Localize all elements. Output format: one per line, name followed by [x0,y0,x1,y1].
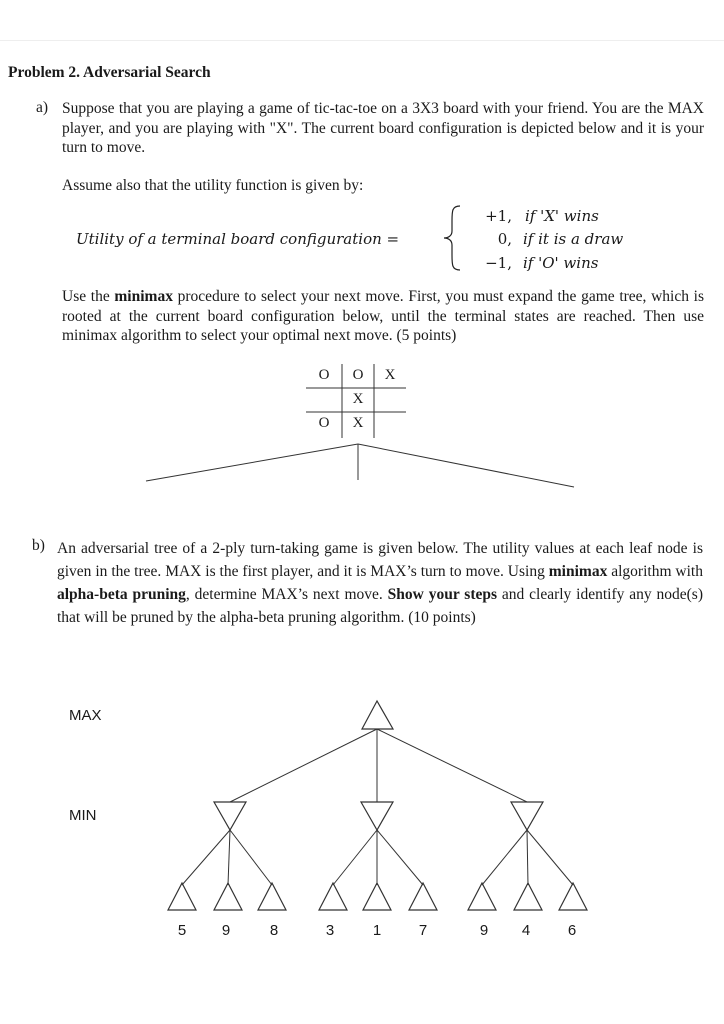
part-b-text [57,537,703,629]
leaf-value-2: 9 [221,922,231,939]
cell-0-1: O [352,367,364,383]
part-b-text-3: , determine MAX’s next move. [185,586,388,603]
part-a-instructions [62,287,704,346]
leaf-value-7: 9 [479,922,489,939]
part-a-label: a) [36,99,49,116]
case-value-3: −1, [485,254,512,272]
leaf-node-8 [514,883,542,910]
case-value-1: +1, [485,207,512,225]
leaf-node-7 [468,883,496,910]
instr-bold-minimax: minimax [114,288,173,305]
part-b-bold-minimax: minimax [548,563,608,580]
max-level-label: MAX [69,707,102,724]
leaf-node-9 [559,883,587,910]
leaf-node-5 [363,883,391,910]
leaf-value-9: 6 [567,922,577,939]
leaf-value-6: 7 [418,922,428,939]
left-brace [440,203,464,273]
problem-title: Problem 2. Adversarial Search [8,64,211,81]
alpha-beta-tree [0,690,724,920]
cell-2-0: O [318,415,330,431]
case-cond-1: if 'X' wins [525,207,599,225]
game-tree-branches [0,440,724,490]
part-b-bold-show-steps: Show your steps [387,586,498,603]
part-a-assume: Assume also that the utility function is given by: [62,177,364,194]
part-b-label: b) [32,537,45,554]
leaf-value-3: 8 [269,922,279,939]
instr-text-2: procedure to select your next move. First, you must expand the game tree, which is rooted at the current board configuration below, until the terminal states are reached. Then use minimax algorithm to select your optimal next move. (5 points) [62,288,704,344]
leaf-node-2 [214,883,242,910]
leaf-value-1: 5 [177,922,187,939]
cell-2-1: X [352,415,364,431]
cell-0-2: X [384,367,396,383]
case-cond-2: if it is a draw [523,230,624,248]
min-node-3 [511,802,543,830]
min-node-1 [214,802,246,830]
part-b-text-2: algorithm with [607,563,703,580]
leaf-value-5: 1 [372,922,382,939]
top-rule [0,40,724,41]
cell-1-1: X [352,391,364,407]
leaf-node-4 [319,883,347,910]
max-root-node [362,701,393,729]
cell-0-0: O [318,367,330,383]
instr-text-1: Use the [62,288,115,305]
tic-tac-toe-board [306,364,406,438]
min-level-label: MIN [69,807,97,824]
leaf-value-4: 3 [325,922,335,939]
leaf-node-3 [258,883,286,910]
part-b-text-1: An adversarial tree of a 2-ply turn-taking game is given below. The utility values at each leaf node is given in the tree. MAX is the first player, and it is MAX’s turn to move. Using [57,540,703,580]
leaf-node-6 [409,883,437,910]
case-value-2: 0, [497,230,512,248]
min-node-2 [361,802,393,830]
utility-label: Utility of a terminal board configuration = [76,230,400,248]
part-b-bold-alpha-beta: alpha-beta pruning [57,586,186,603]
leaf-node-1 [168,883,196,910]
part-b-text-4: and clearly identify any node(s) that will be pruned by the alpha-beta pruning algorithm. (10 points) [57,586,703,626]
case-cond-3: if 'O' wins [523,254,599,272]
leaf-value-8: 4 [521,922,531,939]
part-a-intro: Suppose that you are playing a game of tic-tac-toe on a 3X3 board with your friend. You are the MAX player, and you are playing with "X". The current board configuration is depicted below and it is your turn to move. [62,100,704,156]
